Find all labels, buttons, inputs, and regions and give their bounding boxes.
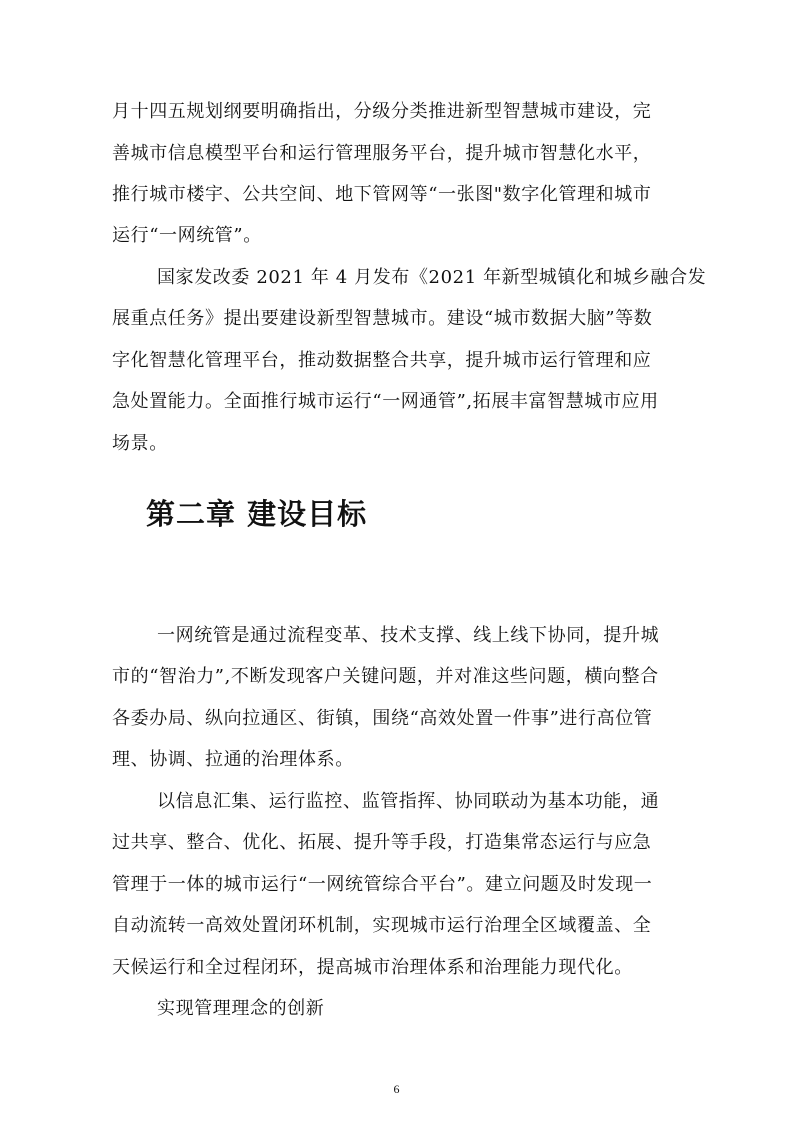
paragraph-2-line: 展重点任务》提出要建设新型智慧城市。建设“城市数据大脑”等数 (112, 308, 653, 329)
paragraph-1-line: 善城市信息模型平台和运行管理服务平台，提升城市智慧化水平， (112, 143, 652, 164)
paragraph-3-line: 市的“智治力”,不断发现客户关键问题，并对准这些问题，横向整合 (112, 666, 659, 687)
paragraph-2-line: 急处置能力。全面推行城市运行“一网通管”,拓展丰富智慧城市应用 (112, 391, 659, 412)
paragraph-2-line: 国家发改委 2021 年 4 月发布《2021 年新型城镇化和城乡融合发 (157, 267, 707, 288)
page-number: 6 (393, 1082, 400, 1096)
paragraph-1-line: 推行城市楼宇、公共空间、地下管网等“一张图"数字化管理和城市 (112, 184, 652, 205)
paragraph-5-line: 实现管理理念的创新 (157, 998, 325, 1019)
paragraph-4-line: 天候运行和全过程闭环，提高城市治理体系和治理能力现代化。 (112, 957, 633, 978)
chapter-heading: 第二章 建设目标 (146, 497, 368, 531)
paragraph-2-line: 字化智慧化管理平台，推动数据整合共享，提升城市运行管理和应 (112, 350, 652, 371)
paragraph-2-line: 场景。 (112, 433, 168, 454)
paragraph-4-line: 自动流转一高效处置闭环机制，实现城市运行治理全区域覆盖、全 (112, 915, 652, 936)
paragraph-1-line: 月十四五规划纲要明确指出，分级分类推进新型智慧城市建设，完 (112, 101, 652, 122)
paragraph-3-line: 一网统管是通过流程变革、技术支撑、线上线下协同，提升城 (157, 625, 660, 646)
paragraph-3-line: 理、协调、拉通的治理体系。 (112, 749, 354, 770)
paragraph-1-line: 运行“一网统管”。 (112, 225, 262, 246)
paragraph-4-line: 管理于一体的城市运行“一网统管综合平台”。建立问题及时发现一 (112, 874, 653, 895)
paragraph-4-line: 以信息汇集、运行监控、监管指挥、协同联动为基本功能，通 (157, 791, 660, 812)
paragraph-3-line: 各委办局、纵向拉通区、街镇，围绕“高效处置一件事”进行高位管 (112, 708, 653, 729)
paragraph-4-line: 过共享、整合、优化、拓展、提升等手段，打造集常态运行与应急 (112, 832, 652, 853)
